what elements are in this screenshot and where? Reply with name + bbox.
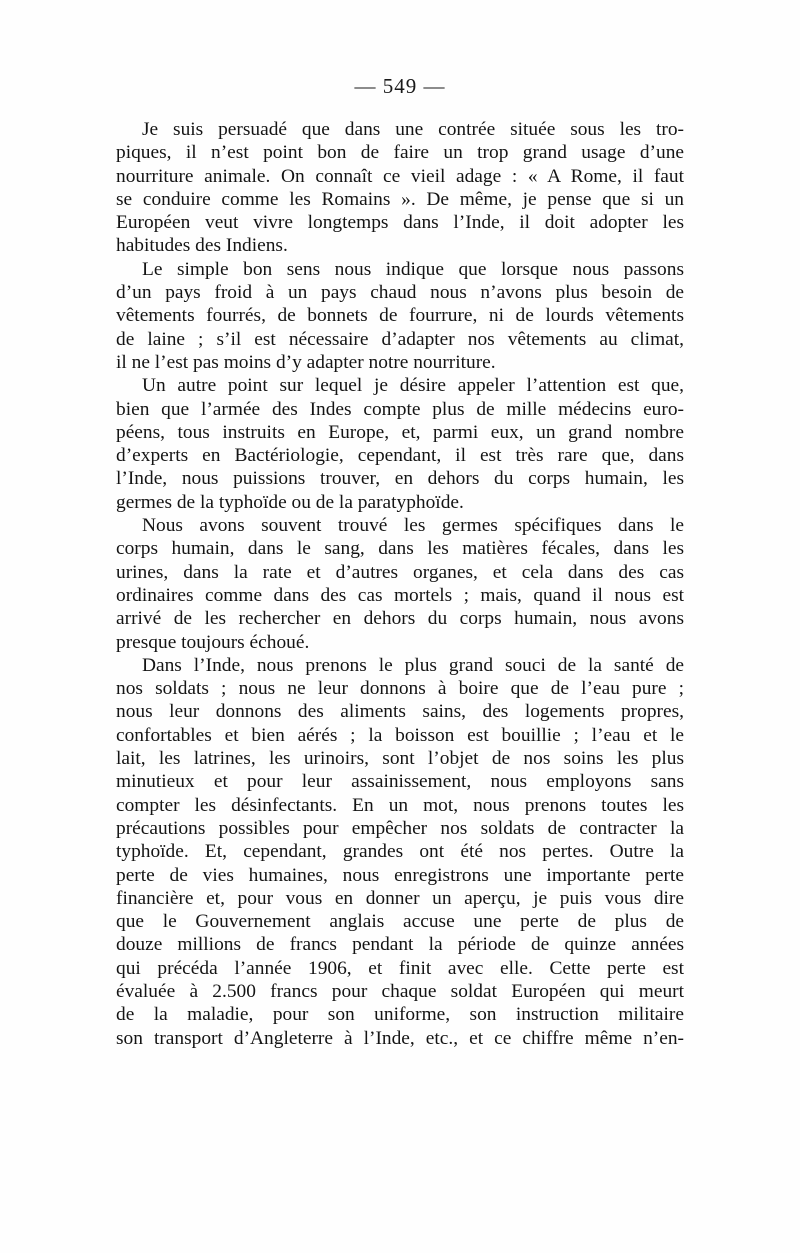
- text-line: vêtements fourrés, de bonnets de fourrure, ni de lourds vêtements: [116, 305, 684, 327]
- text-line: piques, il n’est point bon de faire un trop grand usage d’une: [116, 142, 684, 164]
- text-line: confortables et bien aérés ; la boisson est bouillie ; l’eau et le: [116, 724, 684, 746]
- text-line: financière et, pour vous en donner un aperçu, je puis vous dire: [116, 887, 684, 909]
- text-line: se conduire comme les Romains ». De même, je pense que si un: [116, 188, 684, 210]
- text-line: germes de la typhoïde ou de la paratyphoïde.: [116, 491, 464, 513]
- text-line: péens, tous instruits en Europe, et, parmi eux, un grand nombre: [116, 421, 684, 443]
- text-line: l’Inde, nous puissions trouver, en dehors du corps humain, les: [116, 468, 684, 490]
- text-line: Le simple bon sens nous indique que lorsque nous passons: [142, 258, 684, 280]
- text-line: évaluée à 2.500 francs pour chaque soldat Européen qui meurt: [116, 980, 684, 1002]
- text-line: urines, dans la rate et d’autres organes, et cela dans des cas: [116, 561, 684, 583]
- text-line: Un autre point sur lequel je désire appeler l’attention est que,: [142, 375, 684, 397]
- text-line: son transport d’Angleterre à l’Inde, etc., et ce chiffre même n’en-: [116, 1027, 684, 1049]
- text-line: habitudes des Indiens.: [116, 235, 288, 257]
- text-line: presque toujours échoué.: [116, 631, 310, 653]
- text-line: ordinaires comme dans des cas mortels ; mais, quand il nous est: [116, 584, 684, 606]
- text-line: typhoïde. Et, cependant, grandes ont été nos pertes. Outre la: [116, 841, 684, 863]
- text-line: Européen veut vivre longtemps dans l’Inde, il doit adopter les: [116, 212, 684, 234]
- text-line: compter les désinfectants. En un mot, nous prenons toutes les: [116, 794, 684, 816]
- text-line: douze millions de francs pendant la période de quinze années: [116, 934, 684, 956]
- text-line: d’un pays froid à un pays chaud nous n’avons plus besoin de: [116, 282, 684, 304]
- text-line: lait, les latrines, les urinoirs, sont l’objet de nos soins les plus: [116, 748, 684, 770]
- text-line: nos soldats ; nous ne leur donnons à boire que de l’eau pure ;: [116, 678, 684, 700]
- text-line: minutieux et pour leur assainissement, nous employons sans: [116, 771, 684, 793]
- text-line: bien que l’armée des Indes compte plus de mille médecins euro-: [116, 398, 684, 420]
- text-line: d’experts en Bactériologie, cependant, il est très rare que, dans: [116, 445, 684, 467]
- text-line: Dans l’Inde, nous prenons le plus grand souci de la santé de: [142, 654, 684, 676]
- text-line: de la maladie, pour son uniforme, son instruction militaire: [116, 1004, 684, 1026]
- text-line: nourriture animale. On connaît ce vieil adage : « A Rome, il faut: [116, 165, 684, 187]
- text-line: qui précéda l’année 1906, et finit avec elle. Cette perte est: [116, 957, 684, 979]
- text-line: il ne l’est pas moins d’y adapter notre nourriture.: [116, 351, 496, 373]
- text-line: Nous avons souvent trouvé les germes spécifiques dans le: [142, 515, 684, 537]
- text-line: de laine ; s’il est nécessaire d’adapter nos vêtements au climat,: [116, 328, 684, 350]
- text-line: que le Gouvernement anglais accuse une perte de plus de: [116, 911, 684, 933]
- text-line: Je suis persuadé que dans une contrée située sous les tro-: [142, 119, 684, 140]
- text-line: corps humain, dans le sang, dans les matières fécales, dans les: [116, 538, 684, 560]
- text-line: perte de vies humaines, nous enregistrons une importante perte: [116, 864, 684, 886]
- page-number: — 549 —: [354, 74, 446, 98]
- text-line: précautions possibles pour empêcher nos soldats de contracter la: [116, 817, 684, 839]
- text-line: nous leur donnons des aliments sains, des logements propres,: [116, 701, 684, 723]
- body-text: [116, 118, 684, 1050]
- text-line: arrivé de les rechercher en dehors du corps humain, nous avons: [116, 608, 684, 630]
